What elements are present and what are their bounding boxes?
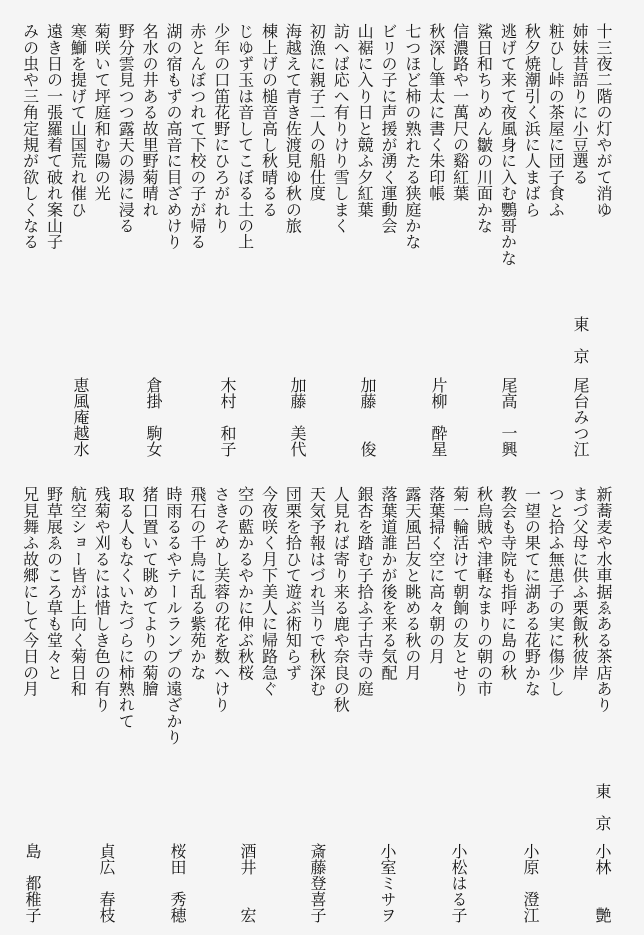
haiku-verse: つと拾ふ無患子の実に傷少し bbox=[546, 486, 566, 697]
haiku-verse: 寒鰤を提げて山国荒れ催ひ bbox=[68, 23, 88, 218]
haiku-verse: 山裾に入り日と競ふ夕紅葉 bbox=[355, 23, 375, 218]
haiku-verse: 初漁に親子二人の船仕度 bbox=[307, 23, 327, 202]
haiku-verse: 今夜咲く月下美人に帰路急ぐ bbox=[259, 486, 279, 697]
haiku-verse: 粧ひし峠の茶屋に団子食ふ bbox=[546, 23, 566, 218]
haiku-verse: 落葉掃く空に高々朝の月 bbox=[426, 486, 446, 665]
haiku-verse: 教会も寺院も指呼に島の秋 bbox=[498, 486, 518, 681]
haiku-verse: 露天風呂友と眺める秋の月 bbox=[402, 486, 422, 681]
author-name: 桜田 秀穂 bbox=[168, 843, 187, 923]
haiku-verse: 人見れば寄り来る鹿や奈良の秋 bbox=[331, 486, 351, 713]
haiku-verse: 新蕎麦や水車据ゑある茶店あり bbox=[594, 486, 613, 713]
haiku-verse: 訪へば応へ有りけり雪しまく bbox=[331, 23, 351, 234]
author-name: 加藤 俊 bbox=[358, 377, 377, 457]
haiku-verse: 秋夕焼潮引く浜に人まばら bbox=[522, 23, 542, 218]
haiku-verse: 取る人もなくいたづらに柿熟れて bbox=[116, 486, 136, 729]
haiku-verse: 兄見舞ふ故郷にして今日の月 bbox=[20, 486, 40, 697]
haiku-verse: 銀杏を踏む子拾ふ子古寺の庭 bbox=[355, 486, 375, 697]
author-name: 島 都稚子 bbox=[23, 843, 42, 923]
haiku-verse: 時雨るるやテールランプの遠ざかり bbox=[163, 486, 183, 746]
haiku-verse: 残菊や刈るには惜しき色の有り bbox=[92, 486, 112, 713]
haiku-verse: 赤とんぼつれて下校の子が帰る bbox=[187, 23, 207, 250]
author-name: 小原 澄江 bbox=[521, 843, 540, 923]
author-name: 恵風庵越水 bbox=[71, 377, 90, 457]
haiku-verse: 航空ショー皆が上向く菊日和 bbox=[68, 486, 88, 697]
author-name: 木村 和子 bbox=[218, 377, 237, 457]
haiku-verse: 鯊日和ちりめん皺の川面かな bbox=[474, 23, 494, 234]
haiku-verse: 野分雲見つつ露天の湯に浸る bbox=[116, 23, 136, 234]
haiku-verse: みの虫や三角定規が欲しくなる bbox=[20, 23, 40, 250]
author-name: 片柳 酔星 bbox=[429, 377, 448, 457]
haiku-verse: 一望の果てに湖ある花野かな bbox=[522, 486, 542, 697]
author-name: 加藤 美代 bbox=[288, 377, 307, 457]
haiku-verse: 野草展ゑのころ草も堂々と bbox=[44, 486, 64, 681]
author-name: 尾高 一興 bbox=[499, 377, 518, 457]
haiku-verse: 飛石の千鳥に乱る紫苑かな bbox=[187, 486, 207, 681]
author-location: 東 京 bbox=[593, 783, 612, 831]
haiku-verse: 菊一輪活けて朝餉の友とせり bbox=[450, 486, 470, 697]
haiku-verse: 逃げて来て夜風身に入む鸚哥かな bbox=[498, 23, 518, 266]
author-name: 小林 艶 bbox=[593, 843, 612, 923]
haiku-verse: 菊咲いて坪庭和む陽の光 bbox=[92, 23, 112, 202]
author-name: 小松はる子 bbox=[449, 843, 468, 923]
author-name: 酒井 宏 bbox=[238, 843, 257, 923]
haiku-verse: 秋深し筆太に書く朱印帳 bbox=[426, 23, 446, 202]
haiku-verse: ビリの子に声援が湧く運動会 bbox=[378, 23, 398, 234]
author-location: 東 京 bbox=[571, 316, 590, 364]
author-name: 尾台みつ江 bbox=[571, 377, 590, 457]
haiku-verse: 名水の井ある故里野菊晴れ bbox=[140, 23, 160, 218]
haiku-verse: じゆず玉は音してこぼる土の上 bbox=[235, 23, 255, 250]
author-name: 貞広 春枝 bbox=[97, 843, 116, 923]
haiku-verse: 秋烏賊や津軽なまりの朝の市 bbox=[474, 486, 494, 697]
haiku-verse: 海越えて青き佐渡見ゆ秋の旅 bbox=[283, 23, 303, 234]
haiku-verse: まづ父母に供ふ栗飯秋彼岸 bbox=[570, 486, 590, 681]
haiku-verse: 天気予報はづれ当りで秋深む bbox=[307, 486, 327, 697]
haiku-verse: 湖の宿もずの高音に目ざめけり bbox=[163, 23, 183, 250]
haiku-verse: 姉妹昔語りに小豆選る bbox=[570, 23, 590, 185]
haiku-verse: 七つほど柿の熟れたる狭庭かな bbox=[402, 23, 422, 250]
haiku-verse: さきそめし芙蓉の花を数へけり bbox=[211, 486, 231, 713]
haiku-verse: 十三夜二階の灯やがて消ゆ bbox=[594, 23, 613, 218]
author-name: 斎藤登喜子 bbox=[308, 843, 327, 923]
author-name: 小室ミサヲ bbox=[378, 843, 397, 923]
author-name: 倉掛 駒女 bbox=[144, 377, 163, 457]
haiku-verse: 少年の口笛花野にひろがれり bbox=[211, 23, 231, 234]
lower-haiku-tier bbox=[22, 486, 611, 745]
haiku-verse: 空の藍かるやかに伸ぶ秋桜 bbox=[235, 486, 255, 681]
haiku-verse: 遠き日の一張羅着て破れ案山子 bbox=[44, 23, 64, 250]
haiku-verse: 信濃路や一萬尺の谿紅葉 bbox=[450, 23, 470, 202]
haiku-verse: 猪口置いて眺めてよりの菊膾 bbox=[140, 486, 160, 697]
haiku-verse: 棟上げの槌音高し秋晴るる bbox=[259, 23, 279, 218]
haiku-verse: 落葉道誰かが後を来る気配 bbox=[378, 486, 398, 681]
upper-haiku-tier bbox=[22, 23, 611, 266]
haiku-verse: 団栗を拾ひて遊ぶ術知らず bbox=[283, 486, 303, 681]
